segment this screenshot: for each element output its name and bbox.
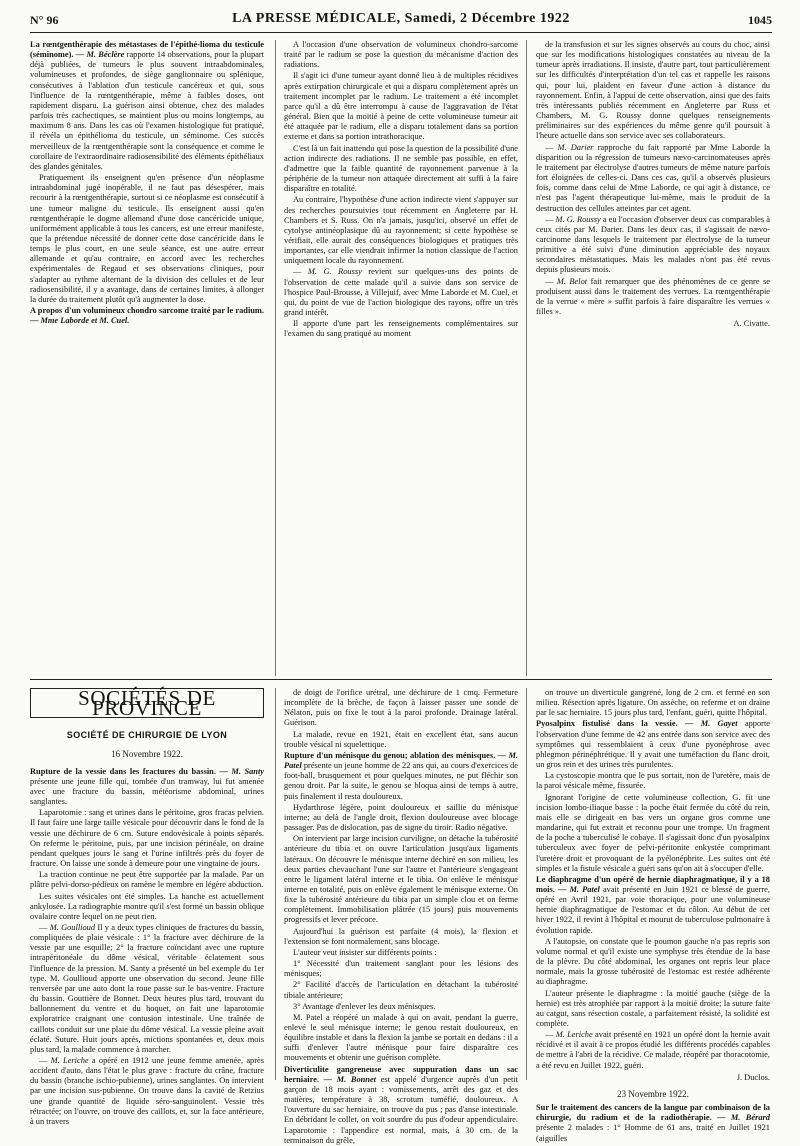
paragraph: Ignorant l'origine de cette volumineuse collection, G. fit une incision lombo-iliaque basse : la poche était fermée du côté du rein, mais elle se dirigeait en bas vers un organe gros comme une mandarine, qui fut extrait et reconnu pour une trompe. Un fragment de la poche a tuberculisé le cobaye. Il s'agissait donc d'un pyosalpinx tuberculeux avec foyer de pelvi-péritonite enkystée comprimant l'uretère droit et provoquant de la pyélonéphrite. Les suites ont été simples et la fistule vésicale a guéri sans qu'on ait à s'occuper d'elle.	[536, 792, 770, 873]
column-1-top	[30, 40, 264, 676]
paragraph: L'auteur veut insister sur différents points :	[293, 947, 437, 957]
paragraph: L'auteur présente le diaphragme : la moitié gauche (siège de la hernie) est très atrophiée par rapport à la moitié droite; la suture faite au catgut, sans résection costale, a parfaitement résisté, la solidité est complète.	[536, 988, 770, 1028]
paragraph: A l'occasion d'une observation de volumineux chondro-sarcome traité par le radium se pose la question du mécanisme d'action des radiations.	[284, 40, 518, 70]
paragraph: Il s'agit ici d'une tumeur ayant donné lieu à de multiples récidives après extirpation chirurgicale et qui a disparu complètement après un traitement incomplet par le radium. Le traitement a été incomplet parce qu'il a dû être interrompu à cause de l'aggravation de l'état général. Bien que la moitié à peine de cette volumineuse tumeur ait été attaquée par le radium, elle a disparu totalement dans sa portion externe et dans sa portion intrathoracique.	[284, 71, 518, 142]
author-signature: J. Duclos.	[736, 1072, 770, 1082]
paragraph: Au contraire, l'hypothèse d'une action indirecte vient s'appuyer sur des recherches poursuivies tout récemment en Angleterre par H. Chambers et S. Russ. On n'a jamais, jusqu'ici, observé un effet de cytolyse antinéoplasique dû au rayonnement; si cette hypothèse se vérifiait, elle aurait des conséquences biologiques et pratiques très importantes, car elle viendrait infirmer la notion classique de l'action uniquement locale du rayonnement.	[284, 195, 518, 266]
article-heading: Sur le traitement des cancers de la langue par combinaison de la chirurgie, du radium et de la radiothérapie. — M. Bérard présente 2 malades : 1° Homme de 61 ans, traité en Juillet 1921 (aiguilles	[536, 1103, 770, 1143]
article-heading: Le diaphragme d'un opéré de hernie diaphragmatique, il y a 18 mois. — M. Patel avait présenté en Juin 1921 ce blessé de guerre, opéré en Avril 1921, par voie thoracique, pour une volumineuse hernie diaphragmatique de l'estomac et du côlon. Au début de cet hiver 1922, il revint à l'hôpital et mourut de tuberculose pulmonaire à évolution rapide.	[536, 874, 770, 935]
paragraph: Les suites vésicales ont été simples. La hanche est actuellement ankylosée. La radiographie montre qu'il s'est formé un bassin oblique ovalaire contre lequel on ne peut rien.	[30, 891, 264, 921]
paragraph: de la transfusion et sur les signes observés au cours du choc, ainsi que sur les modifications histologiques constatées au niveau de la tumeur après irradiations. Il insiste, d'autre part, tout particulièrement sur les difficultés d'interprétation d'un tel cas et rappelle les raisons qui, pour lui, plaident en faveur d'une action à distance du rayonnement. Enfin, à l'appui de cette observation, ainsi que des faits très intéressants publiés récemment en Angleterre par Russ et Chambers, M. G. Roussy donne quelques renseignements préliminaires sur des expériences du même genre qu'il poursuit à l'heure actuelle dans son service avec ses collaborateurs.	[536, 40, 770, 141]
issue-number: N° 96	[30, 13, 59, 27]
paragraph: Aujourd'hui la guérison est parfaite (4 mois), la flexion et l'extension se font normalement, sans blocage.	[284, 926, 518, 946]
paragraph: — M. Darier rapproche du fait rapporté par Mme Laborde la disparition ou la régression de tumeurs nævo-carcinomateuses après le traitement par électrolyse d'autres tumeurs de même nature parfois fort éloignées de celles-ci. Dans ces cas, qu'il a observés plusieurs fois, comme dans celui de Mme Laborde, ce qui agit à distance, ce n'est pas l'agent thérapeutique lui-même, mais le produit de la destruction des cellules atteintes par cet agent.	[536, 142, 771, 213]
column-3-bottom	[536, 688, 771, 1143]
paragraph: — M. Leriche a opéré en 1912 une jeune femme amenée, après accident d'auto, dans l'état le plus grave : fracture du crâne, fracture du bassin (branche ischio-pubienne), urines sanglantes. On intervient par une incision sus-pubienne. On trouve dans la cavité de Retzius une grande quantité de liquide séro-sanguinolent. Vessie très rétractée; on l'ouvre, on trouve des caillots, et, sur la face antérieure, à un travers	[30, 1056, 265, 1126]
page-number: 1045	[748, 13, 772, 27]
paragraph: 2° Facilité d'accès de l'articulation en détachant la tubérosité tibiale antérieure;	[284, 980, 518, 1000]
paragraph: A l'autopsie, on constate que le poumon gauche n'a pas repris son volume normal et qu'il existe une symphyse très étendue de la base de la plèvre. Du côté abdominal, les organes ont repris leur place normale, mais la grosse tubérosité de l'estomac est restée adhérente au diaphragme.	[536, 936, 770, 987]
column-divider	[526, 688, 527, 1080]
paragraph: M. Patel a réopéré un malade à qui on avait, pendant la guerre, enlevé le seul ménisque interne; le genou restait douloureux, en équilibre instable et dans la flexion la jambe se portait en dedans : il a suffi d'enlever l'autre ménisque pour faire disparaître ces mouvements et obtenir une guérison complète.	[284, 1012, 518, 1063]
column-divider	[275, 688, 276, 1080]
paragraph: Hydarthrose légère, point douloureux et saillie du ménisque interne; au delà de l'angle droit, flexion douloureuse avec blocage passager. Pas de dislocation, pas de signe du tiroir. Radio négative.	[284, 802, 518, 833]
paragraph: — M. Leriche avait présenté en 1921 un opéré dont la hernie avait récidivé et il avait à ce propos étudié les différents procédés capables de mettre à l'abri de la récidive. Ce malade, réopéré par thoracotomie, a été revu en Juillet 1922, guéri.	[536, 1030, 771, 1070]
paragraph: Pratiquement ils enseignent qu'en présence d'un néoplasme intraabdominal jugé inopérable, il ne faut pas désespérer, mais recourir à la rœntgenthérapie, surtout si ce néoplasme est consécutif à une tumeur maligne du testicule. Ils enseignent aussi qu'en rœntgenthérapie le dogme allemand d'une dose cancéricide unique, uniformément applicable à tous les cancers, est une erreur manifeste, que la prétendue nécessité de donner cette dose cancéricide dans le temps le plus court, en une seule séance, est une autre erreur allemande et qu'au contraire, en accord avec les recherches expérimentales de Regaud et ses observations cliniques, pour s'adapter au rythme alternant de la division des cellules et de leur radiosensibilité, il y a avantage, dans de certaines limites, à allonger la durée du traitement plutôt qu'à augmenter la dose.	[30, 173, 264, 304]
article-heading: Rupture de la vessie dans les fractures du bassin. — M. Santy présente une jeune fille qui, tombée d'un tramway, lui fut amenée avec une fracture du bassin, météorisme abdominal, urines sanglantes.	[30, 766, 264, 807]
page-header	[30, 10, 772, 33]
section-title: SOCIÉTÉS DE PROVINCE	[30, 688, 264, 718]
paragraph: C'est là un fait inattendu qui pose la question de la possibilité d'une action indirecte des radiations. Il ne semble pas possible, en effet, d'admettre que la faible quantité de rayonnement parvenue à la périphérie de la tumeur non attaquée directement ait suffi à la faire disparaître en totalité.	[284, 143, 518, 194]
meeting-date: 23 Novembre 1922.	[617, 1088, 689, 1099]
column-1-bottom	[30, 686, 265, 1126]
paragraph: de doigt de l'orifice urétral, une déchirure de 1 cmq. Fermeture incomplète de la brèche, de façon à laisser passer une sonde de Nélaton, puis on fixe le tout à la paroi profonde. Drainage latéral. Guérison.	[284, 688, 518, 728]
column-2-top	[284, 40, 518, 676]
paragraph: 1° Nécessité d'un traitement sanglant pour les lésions des ménisques;	[284, 959, 518, 979]
paragraph: — M. Belot fait remarquer que des phénomènes de ce genre se produisent aussi dans le traitement des verrues. La rœntgenthérapie de la verrue « mère » suffit parfois à faire disparaître les verrues « filles ».	[536, 276, 771, 317]
column-divider	[526, 40, 527, 676]
column-2-bottom	[284, 688, 519, 1145]
paragraph: Il apporte d'une part les renseignements complémentaires sur l'examen du sang pratiqué au moment	[284, 319, 518, 339]
paragraph: — M. G. Roussy a eu l'occasion d'observer deux cas comparables à ceux cités par M. Darier. Dans les deux cas, il s'agissait de nævo-carcinome dans lesquels le traitement par électrolyse de la tumeur primitive a été suivi d'une diminution appréciable des noyaux secondaires métastatiques. Mais les malades n'ont pas été revus depuis plusieurs mois.	[536, 214, 770, 275]
society-title: SOCIÉTÉ DE CHIRURGIE DE LYON	[66, 730, 228, 741]
paragraph: on trouve un diverticule gangrené, long de 2 cm. et fermé en son milieu. Résection après ligature. On assèche, on referme et on draine par le sac herniaire. 15 jours plus tard, l'enfant, guéri, quitte l'hôpital.	[536, 688, 770, 718]
paragraph: — M. G. Roussy revient sur quelques-uns des points de l'observation de cette malade qu'il a suivie dans son service de l'hospice Paul-Brousse, à Villejuif, avec Mme Laborde et M. Cuel, et qui, du point de vue de l'action biologique des rayons, offre un très grand intérêt.	[284, 267, 518, 318]
article-heading: La rœntgenthérapie des métastases de l'épithé-lioma du testicule (séminome). — M. Béclère rapporte 14 observations, pour la plupart déjà publiées, de tumeurs le plus souvent intraabdominales, volumineuses et profondes, de siège ganglionnaire ou splénique, consécutives à l'ablation d'un testicule cancéreux et qui, sous l'influence de la rœntgenthérapie, même à faibles doses, ont rapidement disparu. La guérison ainsi obtenue, chez des malades parfois très cachectiques, se maintient plus ou moins longtemps, au maximum 8 ans. Dans les cas où l'examen histologique fut pratiqué, il révéla un épithélioma du testicule, un séminome. Ces succès merveilleux de la rœntgenthérapie sont la conséquence et comme le corollaire de l'extraordinaire radiosensibilité des éléments épithéliaux des glandes génitales.	[30, 40, 264, 171]
paragraph: 3° Avantage d'enlever les deux ménisques.	[293, 1001, 436, 1011]
journal-title: LA PRESSE MÉDICALE, Samedi, 2 Décembre 1922	[232, 11, 570, 26]
paragraph: Laparotomie : sang et urines dans le péritoine, gros fracas pelvien. Il faut faire une large taille vésicale pour découvrir dans le fond de la vessie une déchirure de 6 cm. Suture endovésicale à points séparés. On referme le péritoine, puis, par une incision périnéale, on draine pendant quelques jours le sang et l'urine infiltrés près du foyer de fracture. On laisse une sonde à demeure pour une vingtaine de jours.	[30, 808, 264, 869]
article-heading: Diverticulite gangreneuse avec suppuration dans un sac herniaire. — M. Bonnet est appelé d'urgence auprès d'un petit garçon de 18 mois ayant : vomissements, arrêt des gaz et des matières, température à 38, scrotum tuméfié, douloureux. A l'ouverture du sac herniaire, on trouve du pus ; pas d'anse intestinale. En débridant le collet, on voit sourdre du pus d'odeur appendiculaire. Laparotomie : l'appendice est normal, mais, à 30 cm. de la terminaison du grêle,	[284, 1064, 519, 1145]
paragraph: — M. Goullioud Il y a deux types cliniques de fractures du bassin, compliquées de plaie vésicale : 1° la fracture avec déchirure de la vessie par une esquille; 2° la fracture coïncidant avec une rupture intrapéritonéale du dôme vésical, véritable éclatement sous l'influence de la pression. M. Santy a présenté un bel exemple du 1er type. M. Goullioud apporte une observation du second. Jeune fille renversée par une auto dont la roue passe sur le bas-ventre. Fracture du bassin. Gouttière de Bonnet. Deux heures plus tard, trouvant du ballonnement du ventre et du hoquet, on fait une laparotomie exploratrice craignant une contusion intestinale. Une traînée de caillots conduit sur une plaie du dôme vésical. La vessie pleine avait éclaté. Suture. Huit jours après, mictions spontanées et, deux mois plus tard, la malade commence à marcher.	[30, 922, 264, 1054]
paragraph: La malade, revue en 1921, était en excellent état, sans aucun trouble vésical ni squelettique.	[284, 729, 518, 749]
column-divider	[275, 40, 276, 676]
paragraph: La cystoscopie montra que le pus sortait, non de l'uretère, mais de la paroi vésicale même, fissurée.	[536, 771, 770, 791]
meeting-date: 16 Novembre 1922.	[111, 749, 183, 760]
paragraph: La traction continue ne peut être supportée par la malade. Par un plâtre pelvi-dorso-pédieux on ramène le membre en légère abduction.	[30, 870, 264, 890]
article-heading: Rupture d'un ménisque du genou; ablation des ménisques. — M. Patel présente un jeune homme de 22 ans qui, au cours d'exercices de foot-ball, brusquement et pour quelques minutes, ne put fléchir son genou droit. Par la suite, le genou se bloqua ainsi de temps à autre, puis finalement il resta douloureux.	[284, 750, 519, 801]
article-heading: A propos d'un volumineux chondro sarcome traité par le radium. — Mme Laborde et M. Cuel.	[30, 306, 264, 326]
article-heading: Pyosalpinx fistulisé dans la vessie. — M. Gayet apporte l'observation d'une femme de 42 ans entrée dans son service avec des symptômes qui ressemblaient à ceux d'une pyonéphrose avec phlegmon périnéphrétique. Il y avait une tuméfaction du flanc droit, un gros rein et des urines très purulentes.	[536, 719, 770, 770]
paragraph: On intervient par large incision curviligne, on détache la tubérosité antérieure du tibia et on ouvre l'articulation jusqu'aux ligaments latéraux. On découvre le ménisque interne déchiré en son milieu, les deux parties chevauchant l'une sur l'autre et l'antérieure s'engageant entre le ligament latéral interne et le tibia. On enlève le ménisque interne en totalité, puis on enlève également le ménisque externe. On fixe la tubérosité antérieure du tibia par un simple clou et on ferme complètement. Immobilisation plâtrée (15 jours) puis mouvements progressifs et lever précoce.	[284, 834, 518, 925]
section-divider	[30, 679, 772, 680]
column-3-top	[536, 40, 770, 676]
author-signature: A. Civatte.	[733, 319, 770, 329]
